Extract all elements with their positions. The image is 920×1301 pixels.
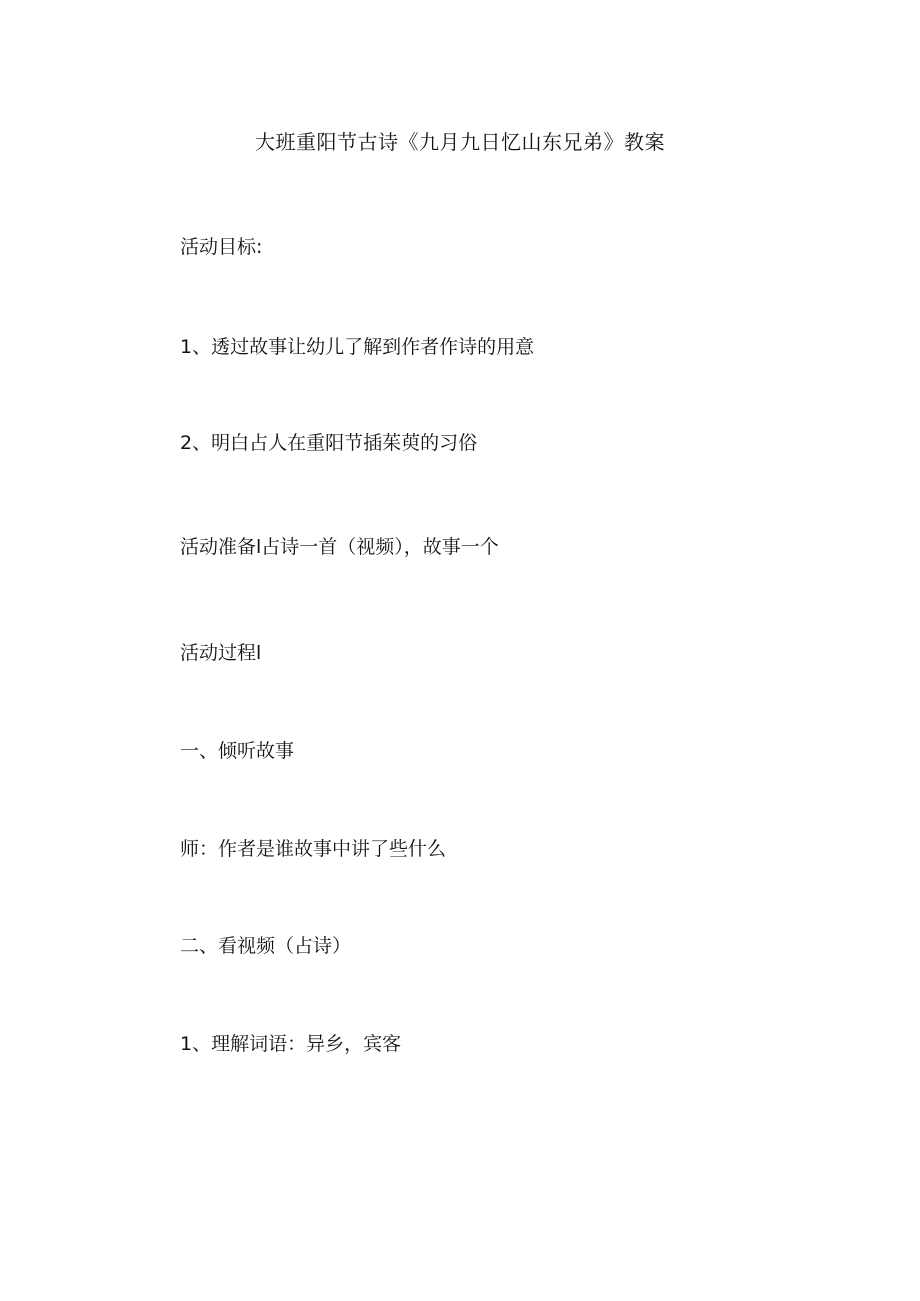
sub-item-1 (180, 1031, 401, 1057)
section-heading-preparation (180, 534, 499, 560)
goal-item-1 (180, 334, 534, 360)
item-number: 1、 (180, 336, 212, 358)
item-number: 1、 (180, 1033, 212, 1055)
teacher-question (180, 836, 446, 862)
step-text: 二、看视频（占诗） (180, 935, 352, 957)
question-text: 师：作者是谁故事中讲了些什么 (180, 838, 447, 860)
item-text: 明白占人在重阳节插茱萸的习俗 (211, 432, 478, 454)
section-label: 活动目标: (180, 236, 263, 258)
goal-item-2 (180, 430, 477, 456)
process-step-2 (180, 933, 351, 959)
section-text: 占诗一首（视频），故事一个 (261, 536, 499, 558)
document-title: 大班重阳节古诗《九月九日忆山东兄弟》教案 (255, 130, 665, 154)
section-heading-process (180, 640, 261, 666)
step-text: 一、倾听故事 (180, 740, 295, 762)
item-text: 透过故事让幼儿了解到作者作诗的用意 (211, 336, 535, 358)
section-heading-goals (180, 234, 262, 260)
section-label: 活动过程l (180, 642, 262, 664)
item-number: 2、 (180, 432, 212, 454)
process-step-1 (180, 738, 294, 764)
section-label: 活动准备l (180, 536, 262, 558)
item-text: 理解词语：异乡，宾客 (211, 1033, 402, 1055)
